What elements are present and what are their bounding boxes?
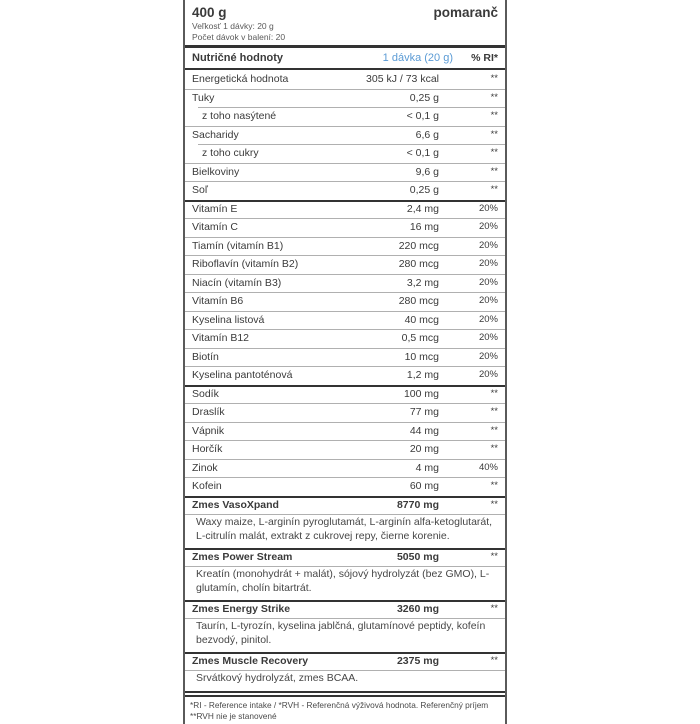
row-label: Sodík (192, 387, 219, 400)
row-label: Niacín (vitamín B3) (192, 276, 282, 289)
row-ri: 20% (478, 221, 498, 232)
row-ri: ** (490, 480, 498, 491)
table-row (185, 200, 505, 219)
flavor-name: pomaranč (433, 5, 498, 20)
column-header-serving: 1 dávka (20 g) (382, 51, 453, 64)
row-ri: ** (490, 550, 498, 562)
row-label: Sacharidy (192, 128, 239, 141)
row-ri: 20% (478, 258, 498, 269)
row-value: 4 mg (415, 461, 439, 474)
column-header-ri: % RI* (471, 51, 498, 64)
row-value: 5050 mg (396, 550, 439, 563)
row-ri: 20% (478, 276, 498, 288)
row-ri: ** (490, 443, 498, 454)
row-value: 3260 mg (396, 602, 439, 615)
row-value: 10 mcg (404, 350, 439, 363)
row-value: 280 mcg (398, 258, 439, 270)
row-ri: ** (490, 110, 498, 121)
row-value: 44 mg (409, 424, 439, 437)
row-ri: 20% (478, 332, 498, 343)
row-ri: ** (490, 387, 498, 399)
row-value: 0,25 g (409, 184, 439, 196)
row-label: Riboflavín (vitamín B2) (192, 258, 299, 270)
row-label: Zmes Muscle Recovery (192, 654, 309, 667)
table-row (185, 403, 505, 422)
row-label: Bielkoviny (192, 165, 240, 178)
blend-ingredients-text: Taurín, L-tyrozín, kyselina jablčná, glutamínové peptidy, kofeín bezvodý, pinitol. (185, 618, 505, 652)
row-value: 1,2 mg (406, 369, 439, 381)
footnote (185, 697, 505, 724)
table-row (185, 496, 505, 515)
table-row (185, 89, 505, 108)
row-label: Draslík (192, 406, 225, 418)
table-row (185, 274, 505, 293)
table-row (185, 255, 505, 274)
table-row (185, 126, 505, 145)
row-ri: 20% (478, 295, 498, 306)
row-label: z toho cukry (202, 147, 259, 159)
row-value: 2,4 mg (406, 202, 439, 215)
row-value: < 0,1 g (406, 110, 439, 122)
row-ri: ** (490, 654, 498, 666)
row-ri: ** (490, 73, 498, 84)
row-label: Zmes Power Stream (192, 550, 293, 563)
row-ri: 20% (478, 369, 498, 380)
label-header (185, 0, 505, 43)
footnote-line1: *RI - Reference intake / *RVH - Referenčná výživová hodnota. Referenčný príjem (190, 699, 489, 710)
row-label: Tiamín (vitamín B1) (192, 239, 284, 252)
blend-ingredients-text: Srvátkový hydrolyzát, zmes BCAA. (185, 670, 505, 690)
row-value: 305 kJ / 73 kcal (366, 73, 439, 85)
row-value: 8770 mg (396, 498, 439, 511)
row-value: 220 mcg (398, 239, 439, 252)
table-row (185, 440, 505, 459)
row-ri: ** (490, 91, 498, 103)
table-row (185, 70, 505, 89)
table-row (185, 292, 505, 311)
row-value: 20 mg (409, 443, 439, 455)
table-row (185, 366, 505, 385)
table-row (185, 600, 505, 619)
table-row (185, 163, 505, 182)
row-label: Kyselina listová (192, 313, 265, 326)
row-value: 280 mcg (398, 295, 439, 307)
table-row (185, 218, 505, 237)
row-value: 0,5 mcg (401, 332, 439, 344)
table-row (185, 548, 505, 567)
table-row (185, 144, 505, 163)
table-header-row (185, 48, 505, 68)
row-label: Energetická hodnota (192, 73, 289, 85)
footnote-line2: **RVH nie je stanovené (190, 710, 277, 721)
row-label: Kofein (192, 480, 222, 492)
row-ri: ** (490, 184, 498, 195)
row-ri: ** (490, 602, 498, 614)
nutrition-label (183, 0, 507, 724)
row-label: Soľ (192, 184, 208, 196)
row-value: 6,6 g (415, 128, 439, 141)
row-ri: ** (490, 498, 498, 510)
row-ri: ** (490, 424, 498, 436)
table-row (185, 652, 505, 671)
package-weight: 400 g (192, 5, 227, 20)
servings-per-pack-text: Počet dávok v balení: 20 (192, 32, 286, 42)
row-ri: 20% (478, 202, 498, 214)
row-value: 77 mg (409, 406, 439, 418)
package-header-row (192, 4, 498, 21)
table-row (185, 385, 505, 404)
blend-ingredients-text: Waxy maize, L-arginín pyroglutamát, L-arginín alfa-ketoglutarát, L-citrulín malát, extrakt z cukrovej repy, čierne korenie. (185, 514, 505, 548)
row-value: 60 mg (409, 480, 439, 492)
row-ri: ** (490, 165, 498, 177)
row-label: Vitamín B6 (192, 295, 244, 307)
row-value: 16 mg (409, 221, 439, 233)
row-label: Vitamín B12 (192, 332, 250, 344)
table-row (185, 329, 505, 348)
row-value: < 0,1 g (406, 147, 439, 159)
row-label: Zinok (192, 461, 218, 474)
row-value: 100 mg (403, 387, 439, 400)
row-value: 2375 mg (396, 654, 439, 667)
row-ri: ** (490, 147, 498, 158)
row-label: Biotín (192, 350, 219, 363)
row-label: Zmes VasoXpand (192, 498, 279, 511)
row-label: Vitamín E (192, 202, 238, 215)
row-ri: 20% (478, 313, 498, 325)
table-row (185, 237, 505, 256)
row-value: 9,6 g (415, 165, 439, 178)
row-label: Vápnik (192, 424, 225, 437)
row-ri: 20% (478, 350, 498, 362)
row-label: z toho nasýtené (202, 110, 277, 122)
row-ri: ** (490, 128, 498, 140)
table-row (185, 107, 505, 126)
serving-size-text: Veľkosť 1 dávky: 20 g (192, 21, 274, 31)
table-row (185, 348, 505, 367)
row-value: 0,25 g (409, 91, 439, 104)
table-row (185, 181, 505, 200)
row-ri: 40% (478, 461, 498, 473)
row-ri: 20% (478, 239, 498, 251)
row-value: 3,2 mg (406, 276, 439, 289)
table-row (185, 459, 505, 478)
nutrition-rows (185, 70, 505, 690)
row-label: Zmes Energy Strike (192, 602, 291, 615)
row-value: 40 mcg (404, 313, 439, 326)
table-row (185, 422, 505, 441)
row-label: Vitamín C (192, 221, 238, 233)
row-label: Horčík (192, 443, 223, 455)
table-row (185, 477, 505, 496)
table-row (185, 311, 505, 330)
row-label: Kyselina pantoténová (192, 369, 293, 381)
blend-ingredients-text: Kreatín (monohydrát + malát), sójový hydrolyzát (bez GMO), L-glutamín, cholín bitartrát. (185, 566, 505, 600)
row-ri: ** (490, 406, 498, 417)
column-header-nutrition: Nutričné hodnoty (192, 51, 284, 64)
row-label: Tuky (192, 91, 215, 104)
